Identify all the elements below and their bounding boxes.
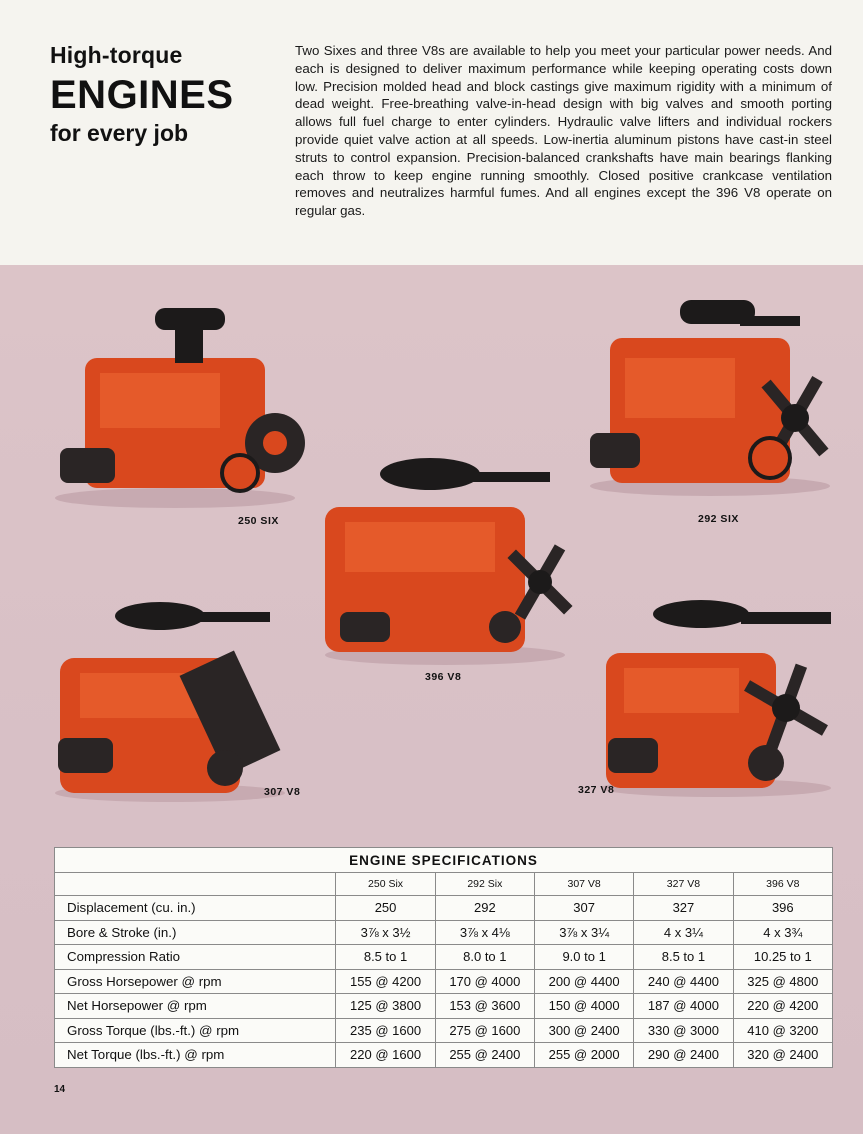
table-cell: 125 @ 3800 [336, 994, 435, 1019]
engine-292-six-image [580, 298, 840, 498]
table-cell: 330 @ 3000 [634, 1018, 733, 1043]
table-cell: 327 [634, 896, 733, 921]
table-cell: 187 @ 4000 [634, 994, 733, 1019]
specs-title: ENGINE SPECIFICATIONS [55, 848, 833, 873]
table-cell: 8.5 to 1 [336, 945, 435, 970]
row-label: Gross Torque (lbs.-ft.) @ rpm [55, 1018, 336, 1043]
caption-292-six: 292 SIX [698, 513, 739, 525]
table-cell: 9.0 to 1 [534, 945, 633, 970]
table-cell: 8.5 to 1 [634, 945, 733, 970]
table-row [55, 920, 833, 945]
column-header: 292 Six [435, 873, 534, 896]
table-cell: 153 @ 3600 [435, 994, 534, 1019]
table-cell: 292 [435, 896, 534, 921]
table-cell: 220 @ 1600 [336, 1043, 435, 1068]
caption-307-v8: 307 V8 [264, 786, 301, 798]
table-cell: 396 [733, 896, 832, 921]
table-cell: 155 @ 4200 [336, 969, 435, 994]
table-cell: 290 @ 2400 [634, 1043, 733, 1068]
table-cell: 4 x 3¾ [733, 920, 832, 945]
caption-327-v8: 327 V8 [578, 784, 615, 796]
row-label: Gross Horsepower @ rpm [55, 969, 336, 994]
table-cell: 255 @ 2400 [435, 1043, 534, 1068]
engine-396-v8-image [315, 452, 575, 667]
row-label: Compression Ratio [55, 945, 336, 970]
row-label: Net Torque (lbs.-ft.) @ rpm [55, 1043, 336, 1068]
caption-250-six: 250 SIX [238, 515, 279, 527]
table-cell: 3⅞ x 3¼ [534, 920, 633, 945]
table-cell: 325 @ 4800 [733, 969, 832, 994]
table-row [55, 994, 833, 1019]
column-header: 307 V8 [534, 873, 633, 896]
intro-paragraph: Two Sixes and three V8s are available to help you meet your particular power needs. And each is designed to deliver maximum performance while keeping operating costs down low. Precision molded head and block castings give maximum rigidity with a minimum of dead weight. Free-breathing valve-in-head design with big valves and smooth porting allows full fuel charge to enter cylinders. Hydraulic valve lifters and individual rockers provide quiet valve action at all speeds. Low-inertia aluminum pistons have cast-in steel struts to control expansion. Precision-balanced crankshafts have main bearings flanking each throw to keep engine running smoothly. Closed positive crankcase ventilation removes and neutralizes harmful fumes. And all engines except the 396 V8 operate on regular gas. [295, 43, 832, 219]
specs-header-blank [55, 873, 336, 896]
table-row [55, 1018, 833, 1043]
table-cell: 3⅞ x 4⅛ [435, 920, 534, 945]
engine-327-v8-image [596, 598, 841, 798]
headline [50, 42, 280, 147]
table-cell: 250 [336, 896, 435, 921]
page-number: 14 [54, 1084, 66, 1095]
engine-307-v8-image [50, 598, 290, 803]
table-cell: 255 @ 2000 [534, 1043, 633, 1068]
table-cell: 235 @ 1600 [336, 1018, 435, 1043]
headline-line2: ENGINES [50, 73, 234, 117]
row-label: Bore & Stroke (in.) [55, 920, 336, 945]
engine-250-six-image [45, 298, 305, 513]
caption-396-v8: 396 V8 [425, 671, 462, 683]
table-cell: 10.25 to 1 [733, 945, 832, 970]
table-cell: 275 @ 1600 [435, 1018, 534, 1043]
table-cell: 8.0 to 1 [435, 945, 534, 970]
row-label: Net Horsepower @ rpm [55, 994, 336, 1019]
table-cell: 320 @ 2400 [733, 1043, 832, 1068]
row-label: Displacement (cu. in.) [55, 896, 336, 921]
headline-line1: High-torque [50, 42, 183, 68]
table-cell: 300 @ 2400 [534, 1018, 633, 1043]
table-cell: 410 @ 3200 [733, 1018, 832, 1043]
table-cell: 150 @ 4000 [534, 994, 633, 1019]
engine-specifications-table [54, 847, 833, 1068]
headline-line3: for every job [50, 120, 189, 146]
top-section [0, 0, 863, 265]
table-cell: 4 x 3¼ [634, 920, 733, 945]
table-row [55, 969, 833, 994]
column-header: 396 V8 [733, 873, 832, 896]
table-row [55, 896, 833, 921]
table-cell: 220 @ 4200 [733, 994, 832, 1019]
table-cell: 170 @ 4000 [435, 969, 534, 994]
table-row [55, 945, 833, 970]
table-cell: 200 @ 4400 [534, 969, 633, 994]
table-row [55, 1043, 833, 1068]
table-cell: 307 [534, 896, 633, 921]
table-cell: 3⅞ x 3½ [336, 920, 435, 945]
column-header: 250 Six [336, 873, 435, 896]
table-cell: 240 @ 4400 [634, 969, 733, 994]
column-header: 327 V8 [634, 873, 733, 896]
